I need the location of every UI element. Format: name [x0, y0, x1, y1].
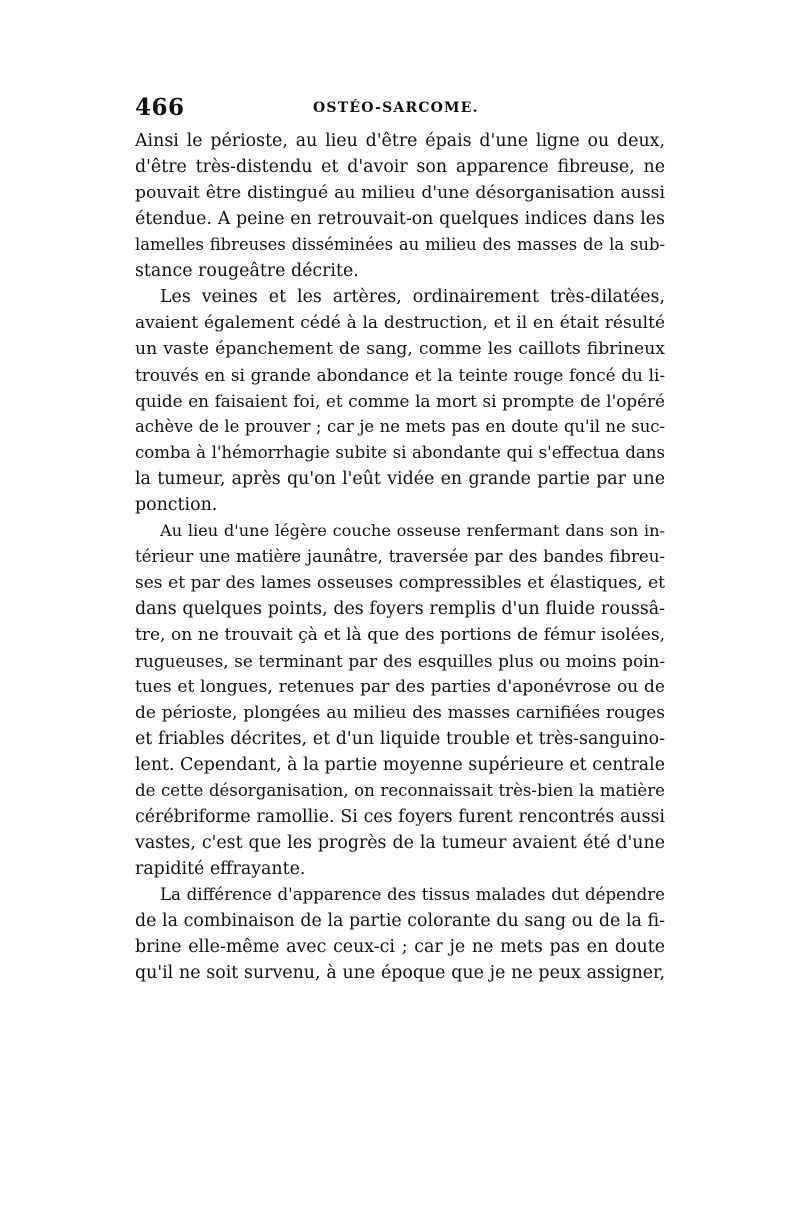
text-line: comba à l'hémorrhagie subite si abondante qui s'effectua dans	[135, 443, 665, 462]
paragraph	[135, 128, 665, 284]
text-line: ses et par des lames osseuses compressibles et élastiques, et	[135, 573, 665, 593]
text-line: cérébriforme ramollie. Si ces foyers furent rencontrés aussi	[135, 807, 665, 827]
text-line: achève de le prouver ; car je ne mets pas en doute qu'il ne suc-	[135, 417, 665, 436]
page-number: 466	[135, 94, 185, 121]
running-head	[135, 94, 665, 124]
text-line: ponction.	[135, 495, 218, 515]
paragraph	[135, 518, 665, 882]
text-line: qu'il ne soit survenu, à une époque que je ne peux assigner,	[135, 963, 665, 983]
text-line: trouvés en si grande abondance et la teinte rouge foncé du li-	[135, 365, 665, 385]
text-line: stance rougeâtre décrite.	[135, 261, 359, 281]
text-line: térieur une matière jaunâtre, traversée par des bandes fibreu-	[135, 547, 665, 566]
text-line: Les veines et les artères, ordinairement très-dilatées,	[160, 287, 665, 307]
paragraph	[135, 882, 665, 986]
text-line: Ainsi le périoste, au lieu d'être épais d'une ligne ou deux,	[135, 131, 665, 151]
text-line: dans quelques points, des foyers remplis d'un fluide roussâ-	[135, 599, 665, 619]
text-line: de périoste, plongées au milieu des masses carnifiées rouges	[135, 703, 665, 723]
paragraph	[135, 284, 665, 518]
text-line: la tumeur, après qu'on l'eût vidée en grande partie par une	[135, 469, 665, 489]
running-title: OSTÉO-SARCOME.	[313, 100, 479, 116]
text-line: d'être très-distendu et d'avoir son apparence fibreuse, ne	[135, 157, 665, 177]
text-line: étendue. A peine en retrouvait-on quelques indices dans les	[135, 209, 665, 229]
text-line: de la combinaison de la partie colorante du sang ou de la fi-	[135, 911, 665, 931]
text-line: de cette désorganisation, on reconnaissait très-bien la matière	[135, 781, 665, 800]
text-line: lamelles fibreuses disséminées au milieu des masses de la sub-	[135, 235, 665, 254]
body-text	[135, 128, 665, 986]
text-line: avaient également cédé à la destruction, et il en était résulté	[135, 313, 665, 333]
text-line: et friables décrites, et d'un liquide trouble et très-sanguino-	[135, 729, 665, 749]
text-line: quide en faisaient foi, et comme la mort si prompte de l'opéré	[135, 391, 665, 411]
text-line: tues et longues, retenues par des parties d'aponévrose ou de	[135, 677, 665, 697]
text-line: tre, on ne trouvait çà et là que des portions de fémur isolées,	[135, 625, 665, 645]
text-line: brine elle-même avec ceux-ci ; car je ne mets pas en doute	[135, 937, 665, 957]
text-line: rapidité effrayante.	[135, 859, 306, 879]
text-line: La différence d'apparence des tissus malades dut dépendre	[160, 885, 665, 904]
text-line: Au lieu d'une légère couche osseuse renfermant dans son in-	[160, 521, 665, 540]
text-line: lent. Cependant, à la partie moyenne supérieure et centrale	[135, 755, 665, 775]
text-line: pouvait être distingué au milieu d'une désorganisation aussi	[135, 183, 665, 203]
text-line: vastes, c'est que les progrès de la tumeur avaient été d'une	[135, 833, 665, 853]
text-line: rugueuses, se terminant par des esquilles plus ou moins poin-	[135, 651, 665, 671]
text-line: un vaste épanchement de sang, comme les caillots fibrineux	[135, 339, 665, 359]
